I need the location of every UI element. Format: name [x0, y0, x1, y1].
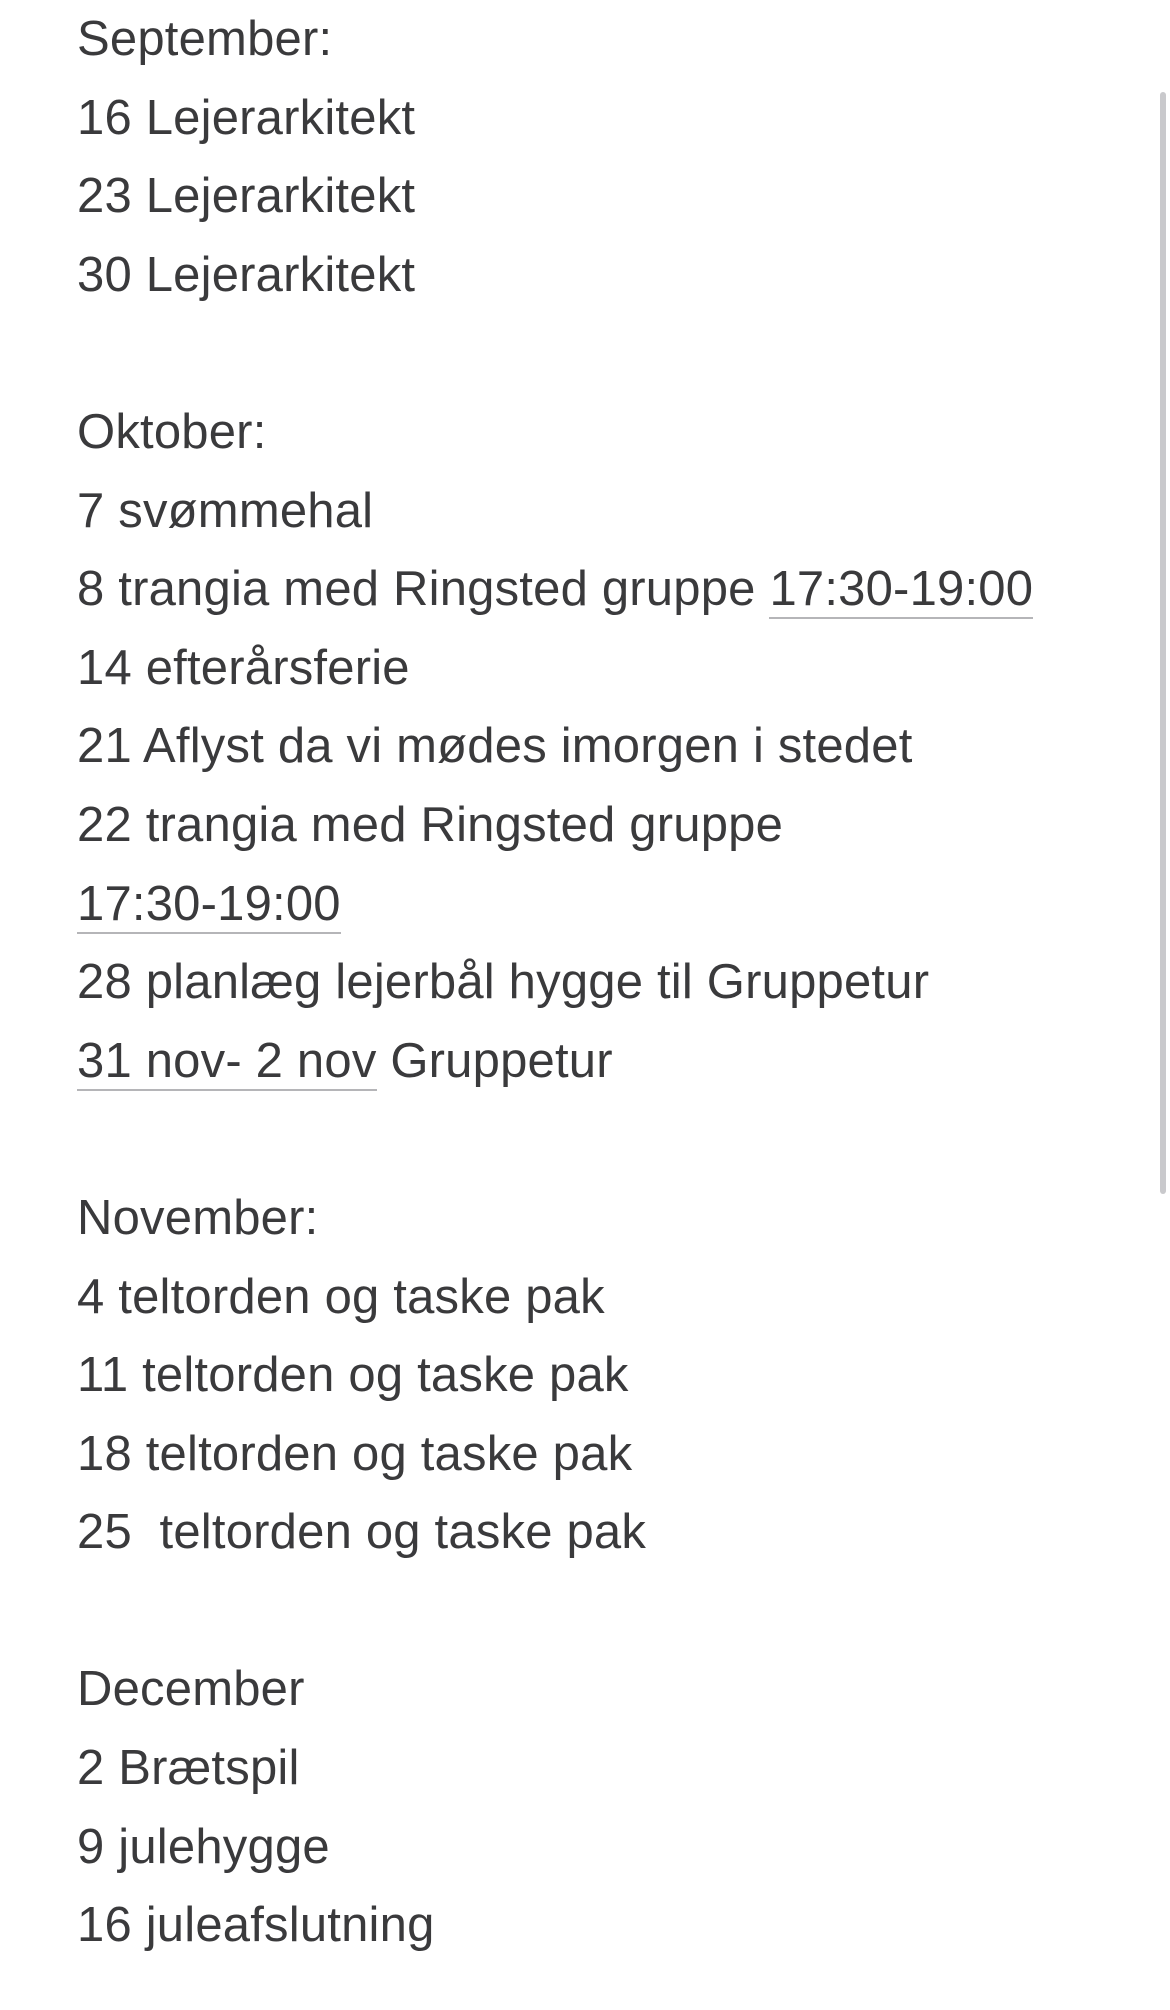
list-item: 16 Lejerarkitekt	[77, 90, 416, 145]
list-item: 14 efterårsferie	[77, 640, 410, 695]
list-item: 18 teltorden og taske pak	[77, 1426, 633, 1481]
list-item: 22 trangia med Ringsted gruppe	[77, 797, 784, 852]
blank-line	[77, 314, 1117, 393]
list-item: 25 teltorden og taske pak	[77, 1505, 647, 1560]
blank-line	[77, 1100, 1117, 1179]
section-heading-december: December	[77, 1662, 305, 1717]
list-item: 2 Brætspil	[77, 1741, 300, 1796]
time-link[interactable]: 17:30-19:00	[77, 877, 341, 934]
list-item: 23 Lejerarkitekt	[77, 169, 416, 224]
list-item	[77, 1022, 1117, 1101]
list-item: 11 teltorden og taske pak	[77, 1348, 629, 1403]
list-item-text: 8 trangia med Ringsted gruppe	[77, 562, 770, 617]
note-body[interactable]	[77, 0, 1117, 1965]
list-item: 9 julehygge	[77, 1819, 330, 1874]
list-item: 21 Aflyst da vi mødes imorgen i stedet	[77, 719, 913, 774]
list-item	[77, 550, 1117, 629]
date-link[interactable]: 31 nov- 2 nov	[77, 1034, 377, 1091]
list-item: 28 planlæg lejerbål hygge til Gruppetur	[77, 955, 930, 1010]
blank-line	[77, 1572, 1117, 1651]
list-item	[77, 865, 1117, 944]
list-item: 7 svømmehal	[77, 483, 374, 538]
scrollbar[interactable]	[1160, 92, 1166, 1194]
list-item: 16 juleafslutning	[77, 1898, 435, 1953]
list-item-text: Gruppetur	[376, 1033, 613, 1088]
list-item: 4 teltorden og taske pak	[77, 1269, 605, 1324]
section-heading-november: November:	[77, 1190, 319, 1245]
section-heading-september: September:	[77, 12, 333, 66]
section-heading-oktober: Oktober:	[77, 404, 267, 459]
time-link[interactable]: 17:30-19:00	[769, 562, 1033, 619]
list-item: 30 Lejerarkitekt	[77, 247, 416, 302]
